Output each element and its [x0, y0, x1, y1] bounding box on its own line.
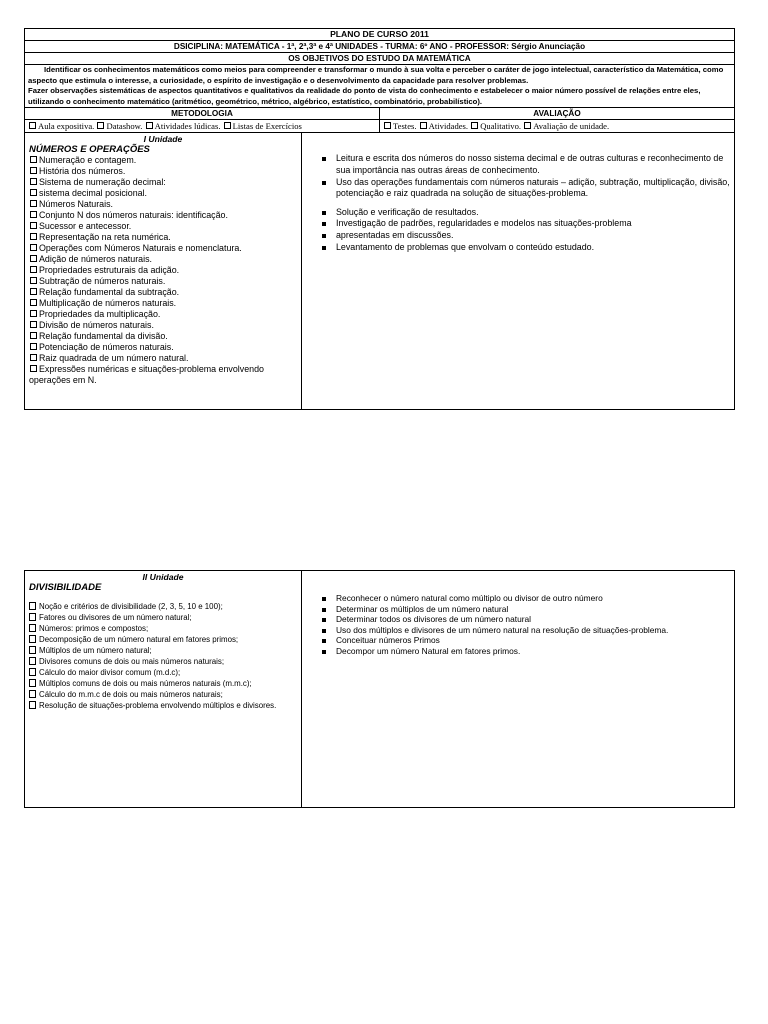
methodology-item: Atividades lúdicas. — [154, 121, 221, 132]
unit2-section-title: DIVISIBILIDADE — [29, 582, 102, 593]
topic-item — [29, 635, 297, 645]
topic-item — [29, 243, 297, 254]
topic-text: Conjunto N dos números naturais: identificação. — [39, 210, 228, 221]
checkbox-icon — [420, 122, 427, 129]
checkbox-icon — [30, 255, 37, 262]
topic-text: Relação fundamental da subtração. — [39, 287, 180, 298]
evaluation-items — [380, 120, 734, 132]
objective-item: Uso das operações fundamentais com números naturais – adição, subtração, multiplicação, divisão, potenciação e raiz quadrada na solução de situações-problema. — [322, 177, 730, 200]
checkbox-icon — [29, 635, 36, 643]
unit2-objectives — [302, 571, 734, 807]
topic-text: Divisão de números naturais. — [39, 320, 154, 331]
topic-text: Números: primos e compostos; — [39, 624, 149, 633]
topic-item — [29, 254, 297, 265]
topic-item — [29, 353, 297, 364]
unit2-table — [24, 570, 735, 808]
topic-item — [29, 155, 297, 166]
topic-item — [29, 276, 297, 287]
checkbox-icon — [30, 156, 37, 163]
checkbox-icon — [30, 365, 37, 372]
objective-item: Investigação de padrões, regularidades e modelos nas situações-problema — [322, 218, 730, 230]
checkbox-icon — [30, 211, 37, 218]
unit1-label: I Unidade — [143, 134, 183, 145]
topic-text: Divisores comuns de dois ou mais números naturais; — [39, 657, 225, 666]
checkbox-icon — [29, 657, 36, 665]
topic-item — [29, 221, 297, 232]
checkbox-icon — [30, 277, 37, 284]
method-eval-header-row — [25, 108, 734, 120]
evaluation-item: Qualitativo. — [480, 121, 522, 132]
unit2-objectives-list — [322, 593, 730, 657]
topic-text: Noção e critérios de divisibilidade (2, 3, 5, 10 e 100); — [39, 602, 223, 611]
evaluation-heading: AVALIAÇÃO — [533, 109, 581, 119]
unit1-objectives-list-b — [322, 207, 730, 253]
topic-text: Numeração e contagem. — [39, 155, 137, 166]
checkbox-icon — [29, 646, 36, 654]
objective-item: Uso dos múltiplos e divisores de um número natural na resolução de situações-problema. — [322, 625, 730, 636]
topic-text: História dos números. — [39, 166, 126, 177]
checkbox-icon — [30, 321, 37, 328]
topic-text: Subtração de números naturais. — [39, 276, 166, 287]
methodology-heading: METODOLOGIA — [25, 108, 380, 119]
checkbox-icon — [30, 354, 37, 361]
topic-item — [29, 613, 297, 623]
checkbox-icon — [30, 343, 37, 350]
checkbox-icon — [30, 233, 37, 240]
topic-text: Resolução de situações-problema envolvendo múltiplos e divisores. — [39, 701, 277, 710]
checkbox-icon — [30, 266, 37, 273]
checkbox-icon — [384, 122, 391, 129]
topic-item — [29, 602, 297, 612]
topic-item — [29, 657, 297, 667]
course-plan-table — [24, 28, 735, 410]
topic-text: Operações com Números Naturais e nomenclatura. — [39, 243, 242, 254]
objective-paragraph-1: Identificar os conhecimentos matemáticos como meios para compreender e transformar o mundo à sua volta e perceber o caráter de jogo intelectual, característico da Matemática, como aspecto que estimula o interesse, a curiosidade, o espírito de investigação e o desenvolvimento da capacidade para resolver problemas. — [28, 65, 724, 85]
topic-text: sistema decimal posicional. — [39, 188, 148, 199]
topic-text: Propriedades estruturais da adição. — [39, 265, 180, 276]
topic-item — [29, 188, 297, 199]
checkbox-icon — [30, 222, 37, 229]
unit1-content — [25, 133, 302, 409]
checkbox-icon — [29, 122, 36, 129]
evaluation-item: Avaliação de unidade. — [533, 121, 610, 132]
objective-item: Reconhecer o número natural como múltiplo ou divisor de outro número — [322, 593, 730, 604]
topic-item — [29, 690, 297, 700]
topic-item — [29, 679, 297, 689]
objective-item: Leitura e escrita dos números do nosso sistema decimal e de outras culturas e reconhecimento de sua importância nas outras áreas de conhecimento. — [322, 153, 730, 176]
checkbox-icon — [29, 613, 36, 621]
checkbox-icon — [146, 122, 153, 129]
topic-text: Potenciação de números naturais. — [39, 342, 174, 353]
topic-text: Multiplicação de números naturais. — [39, 298, 177, 309]
topic-item — [29, 624, 297, 634]
unit2-label: II Unidade — [142, 572, 184, 582]
topic-item — [29, 701, 297, 711]
topic-item — [29, 166, 297, 177]
checkbox-icon — [471, 122, 478, 129]
topic-text: Múltiplos comuns de dois ou mais números naturais (m.m.c); — [39, 679, 252, 688]
methodology-item: Aula expositiva. — [38, 121, 95, 132]
topic-text: Sucessor e antecessor. — [39, 221, 132, 232]
topic-item — [29, 232, 297, 243]
checkbox-icon — [30, 288, 37, 295]
checkbox-icon — [97, 122, 104, 129]
checkbox-icon — [524, 122, 531, 129]
topic-text: Relação fundamental da divisão. — [39, 331, 168, 342]
topic-text: Adição de números naturais. — [39, 254, 152, 265]
objective-item: Levantamento de problemas que envolvam o conteúdo estudado. — [322, 242, 730, 254]
objective-item: Decompor um número Natural em fatores primos. — [322, 646, 730, 657]
unit2-row — [25, 571, 734, 807]
checkbox-icon — [29, 690, 36, 698]
topic-item — [29, 199, 297, 210]
topic-text: Sistema de numeração decimal: — [39, 177, 166, 188]
objective-item: Solução e verificação de resultados. — [322, 207, 730, 219]
topic-item — [29, 320, 297, 331]
method-eval-items-row — [25, 120, 734, 133]
topic-text: Números Naturais. — [39, 199, 113, 210]
unit1-row — [25, 133, 734, 409]
unit1-objectives-list-a — [322, 153, 730, 199]
methodology-item: Listas de Exercícios — [232, 121, 302, 132]
topic-text: Propriedades da multiplicação. — [39, 309, 161, 320]
topic-item — [29, 364, 297, 386]
checkbox-icon — [30, 244, 37, 251]
discipline-info: DSICIPLINA: MATEMÁTICA - 1ª, 2ª,3ª e 4ª UNIDADES - TURMA: 6º ANO - PROFESSOR: Sérgio Anunciação — [25, 41, 734, 53]
methodology-item: Datashow. — [106, 121, 143, 132]
evaluation-item: Testes. — [393, 121, 417, 132]
objective-item: Determinar os múltiplos de um número natural — [322, 604, 730, 615]
objective-paragraph-2: Fazer observações sistemáticas de aspectos quantitativos e qualitativos da realidade do ponto de vista do conhecimento e estabelecer o maior número possível de relações entre eles, utilizando o conhecimento matemático (aritmético, geométrico, métrico, algébrico, estatístico, combinatório, probabilístico). — [28, 86, 701, 106]
unit1-section-title: NÚMEROS E OPERAÇÕES — [29, 144, 150, 156]
topic-text: Múltiplos de um número natural; — [39, 646, 152, 655]
unit1-objectives — [302, 133, 734, 409]
objective-item: apresentadas em discussões. — [322, 230, 730, 242]
objective-item: Conceituar números Primos — [322, 635, 730, 646]
topic-text: Fatores ou divisores de um número natural; — [39, 613, 192, 622]
topic-text: Raiz quadrada de um número natural. — [39, 353, 189, 364]
checkbox-icon — [29, 624, 36, 632]
checkbox-icon — [30, 299, 37, 306]
topic-item — [29, 287, 297, 298]
checkbox-icon — [30, 200, 37, 207]
unit2-topic-list — [29, 602, 297, 711]
checkbox-icon — [30, 167, 37, 174]
checkbox-icon — [30, 332, 37, 339]
topic-item — [29, 265, 297, 276]
topic-text: Cálculo do maior divisor comum (m.d.c); — [39, 668, 181, 677]
topic-item — [29, 331, 297, 342]
topic-item — [29, 309, 297, 320]
unit2-content — [25, 571, 302, 807]
general-objectives — [25, 65, 734, 108]
checkbox-icon — [30, 310, 37, 317]
checkbox-icon — [224, 122, 231, 129]
objectives-heading: OS OBJETIVOS DO ESTUDO DA MATEMÁTICA — [25, 53, 734, 65]
topic-text: Expressões numéricas e situações-problema envolvendo operações em N. — [29, 364, 264, 386]
methodology-items — [25, 120, 380, 132]
checkbox-icon — [29, 679, 36, 687]
topic-text: Cálculo do m.m.c de dois ou mais números naturais; — [39, 690, 223, 699]
topic-item — [29, 668, 297, 678]
topic-item — [29, 646, 297, 656]
checkbox-icon — [30, 178, 37, 185]
checkbox-icon — [29, 602, 36, 610]
unit1-topic-list — [29, 155, 297, 386]
objective-item: Determinar todos os divisores de um número natural — [322, 614, 730, 625]
topic-text: Decomposição de um número natural em fatores primos; — [39, 635, 239, 644]
topic-item — [29, 210, 297, 221]
topic-text: Representação na reta numérica. — [39, 232, 171, 243]
plan-title: PLANO DE CURSO 2011 — [25, 29, 734, 41]
evaluation-item: Atividades. — [428, 121, 469, 132]
checkbox-icon — [30, 189, 37, 196]
checkbox-icon — [29, 668, 36, 676]
topic-item — [29, 342, 297, 353]
topic-item — [29, 177, 297, 188]
checkbox-icon — [29, 701, 36, 709]
topic-item — [29, 298, 297, 309]
